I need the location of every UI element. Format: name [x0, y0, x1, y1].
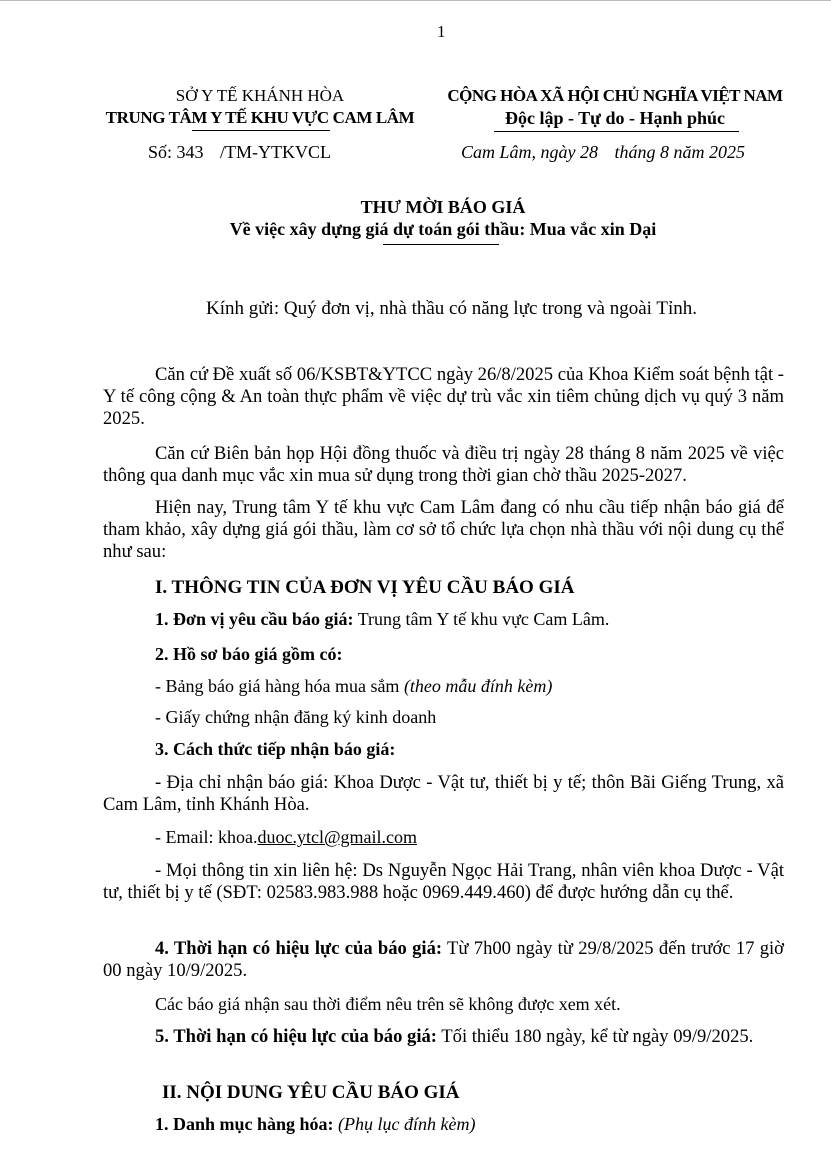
document-subtitle: Về việc xây dựng giá dự toán gói thầu: Mua vắc xin Dại [229, 219, 657, 239]
doc-no-value: 343 [176, 142, 204, 162]
section-1-item-4-note: Các báo giá nhận sau thời điểm nêu trên sẽ không được xem xét. [155, 994, 621, 1014]
item-1-label: 1. Đơn vị yêu cầu báo giá: [155, 609, 354, 629]
quote-document-item-2: - Giấy chứng nhận đăng ký kinh doanh [155, 707, 437, 727]
date-rest: tháng 8 năm 2025 [614, 142, 746, 162]
section-2-item-1-note: (Phụ lục đính kèm) [338, 1114, 476, 1134]
header-country: CỘNG HÒA XÃ HỘI CHỦ NGHĨA VIỆT NAM [447, 86, 783, 105]
receiving-email [155, 827, 417, 848]
date-place: Cam Lâm, ngày [461, 142, 576, 162]
email-link[interactable]: duoc.ytcl@gmail.com [257, 827, 418, 847]
intro-paragraph-3: Hiện nay, Trung tâm Y tế khu vực Cam Lâm đang có nhu cầu tiếp nhận báo giá để tham khảo, xây dựng giá gói thầu, làm cơ sở tổ chức lựa chọn nhà thầu với nội dung cụ thể như sau: [103, 497, 784, 562]
email-prefix: - Email: khoa. [155, 827, 258, 847]
section-1-item-2-label: 2. Hồ sơ báo giá gồm có: [155, 644, 343, 664]
section-2-item-1-label: 1. Danh mục hàng hóa: [155, 1114, 334, 1134]
receiving-address: - Địa chỉ nhận báo giá: Khoa Dược - Vật tư, thiết bị y tế; thôn Bãi Giếng Trung, xã Cam Lâm, tỉnh Khánh Hòa. [103, 772, 784, 815]
item-5-label: 5. Thời hạn có hiệu lực của báo giá: [155, 1026, 437, 1047]
document-number [148, 142, 331, 163]
doc-no-suffix: /TM-YTKVCL [220, 142, 332, 162]
item-4-label: 4. Thời hạn có hiệu lực của báo giá: [155, 938, 443, 959]
quote-document-item-1-note: (theo mẫu đính kèm) [403, 676, 553, 696]
subtitle-underline [383, 244, 499, 245]
intro-paragraph-2: Căn cứ Biên bản họp Hội đồng thuốc và điều trị ngày 28 tháng 8 năm 2025 về việc thông qua danh mục vắc xin mua sử dụng trong thời gian chờ thầu 2025-2027. [103, 443, 784, 486]
header-motto: Độc lập - Tự do - Hạnh phúc [504, 108, 726, 128]
section-1-item-3-label: 3. Cách thức tiếp nhận báo giá: [155, 739, 396, 759]
date-day: 28 [580, 142, 599, 162]
document-date [461, 142, 745, 163]
section-2-item-1 [155, 1114, 476, 1135]
item-4-text: Từ 7h00 ngày từ 29/8/2025 đến trước 17 giờ 00 ngày 10/9/2025. [103, 938, 785, 981]
header-organization: TRUNG TÂM Y TẾ KHU VỰC CAM LÂM [105, 108, 415, 127]
intro-paragraph-1: Căn cứ Đề xuất số 06/KSBT&YTCC ngày 26/8/2025 của Khoa Kiểm soát bệnh tật - Y tế công cộng & An toàn thực phẩm về việc dự trù vắc xin tiêm chủng dịch vụ quý 3 năm 2025. [103, 364, 784, 429]
header-motto-underline [494, 131, 739, 132]
item-5-text: Tối thiểu 180 ngày, kể từ ngày 09/9/2025. [441, 1026, 754, 1047]
document-title: THƯ MỜI BÁO GIÁ [360, 197, 526, 217]
section-1-heading: I. THÔNG TIN CỦA ĐƠN VỊ YÊU CẦU BÁO GIÁ [155, 577, 575, 598]
header-left-underline [192, 130, 330, 131]
page-top-border [0, 0, 831, 1]
section-2-heading: II. NỘI DUNG YÊU CẦU BÁO GIÁ [162, 1082, 460, 1103]
header-ministry: SỞ Y TẾ KHÁNH HÒA [175, 86, 345, 105]
section-1-item-4 [103, 938, 784, 982]
section-1-item-1 [155, 609, 609, 630]
quote-document-item-1-text: - Bảng báo giá hàng hóa mua sắm [155, 676, 400, 696]
section-1-item-5 [103, 1026, 784, 1048]
page-number: 1 [437, 22, 446, 41]
item-1-text: Trung tâm Y tế khu vực Cam Lâm. [357, 609, 610, 629]
doc-no-label: Số: [148, 142, 173, 162]
contact-info: - Mọi thông tin xin liên hệ: Ds Nguyễn Ngọc Hải Trang, nhân viên khoa Dược - Vật tư, thiết bị y tế (SĐT: 02583.983.988 hoặc 0969.449.460) để được hướng dẫn cụ thể. [103, 860, 784, 903]
quote-document-item-1 [155, 676, 552, 697]
greeting: Kính gửi: Quý đơn vị, nhà thầu có năng lực trong và ngoài Tỉnh. [206, 298, 697, 319]
